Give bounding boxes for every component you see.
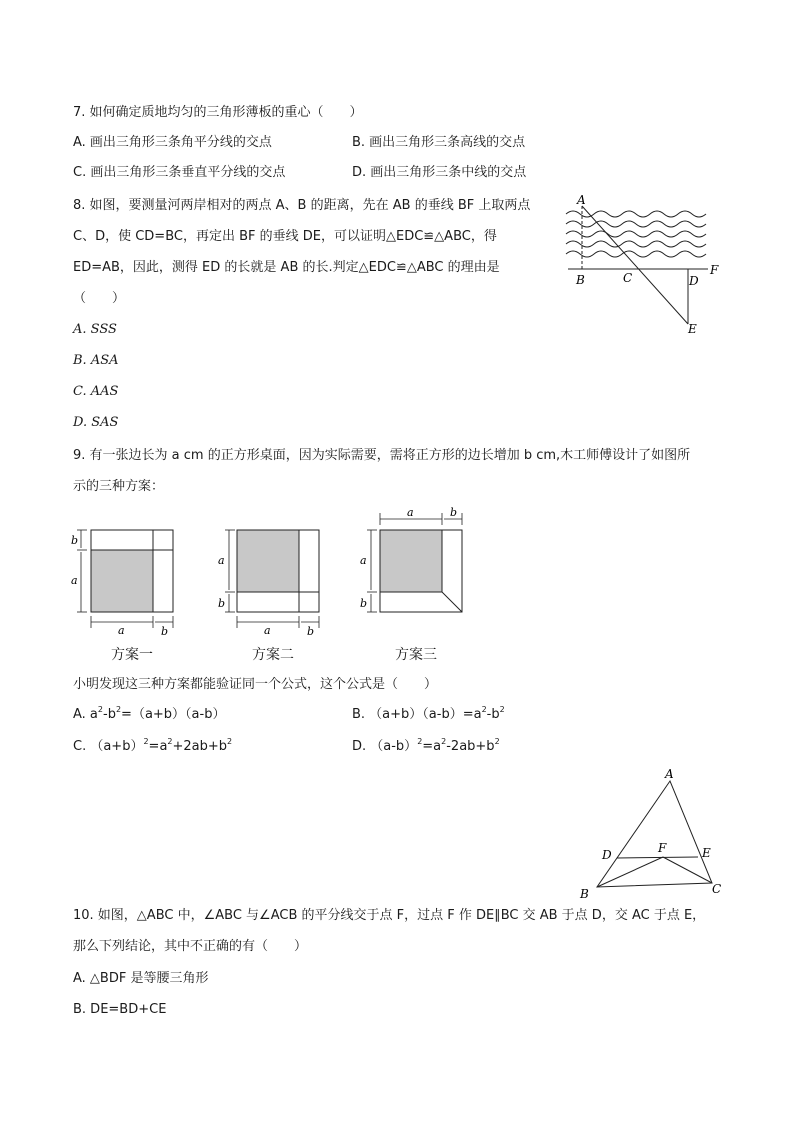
q7-option-c: C. 画出三角形三条垂直平分线的交点: [73, 165, 286, 180]
q10-label-e: E: [702, 846, 711, 860]
q9-question: 小明发现这三种方案都能验证同一个公式，这个公式是（ ）: [73, 677, 438, 692]
q8-option-b: B. ASA: [73, 353, 119, 368]
q8-stem-line1: 8. 如图，要测量河两岸相对的两点 A、B 的距离，先在 AB 的垂线 BF 上取两点: [73, 198, 531, 213]
q9-plan-three-figure: [355, 503, 475, 623]
q8-label-b: B: [576, 273, 585, 287]
q7-option-b: B. 画出三角形三条高线的交点: [352, 135, 526, 150]
q9-option-c: C. $(a+b)^2=a^2+2ab+b^2$: [73, 737, 233, 754]
q9-plan-two-figure: [210, 518, 330, 638]
q8-label-a: A: [577, 193, 586, 207]
q8-option-a: A. SSS: [73, 322, 117, 337]
q7-option-a: A. 画出三角形三条角平分线的交点: [73, 135, 272, 150]
q9-option-d: D. $(a-b)^2=a^2-2ab+b^2$: [352, 737, 500, 754]
q8-label-e: E: [688, 322, 697, 336]
q8-river-figure: [560, 192, 740, 342]
q8-stem-line3: ED=AB，因此，测得 ED 的长就是 AB 的长.判定△EDC≌△ABC 的理由是: [73, 260, 500, 275]
q10-label-b: B: [580, 887, 589, 901]
q9-option-a: A. $a^2-b^2=(a+b)(a-b)$: [73, 705, 226, 722]
q9-plan3-dim-a-top: a: [407, 506, 414, 519]
q10-stem-line1: 10. 如图，△ABC 中，∠ABC 与∠ACB 的平分线交于点 F，过点 F 作 DE∥BC 交 AB 于点 D，交 AC 于点 E，: [73, 908, 706, 923]
q10-stem-line2: 那么下列结论，其中不正确的有（ ）: [73, 939, 308, 954]
q9-plan1-dim-b-bottom: b: [161, 625, 169, 638]
q9-plan3-dim-a: a: [360, 554, 367, 567]
q8-label-f: F: [710, 263, 719, 277]
q10-label-d: D: [602, 848, 612, 862]
q8-stem-line4: （ ）: [73, 291, 126, 306]
q9-caption-plan2: 方案二: [252, 647, 294, 663]
q9-stem-line1: 9. 有一张边长为 a cm 的正方形桌面，因为实际需要，需将正方形的边长增加 b cm,木工师傅设计了如图所: [73, 448, 691, 463]
q9-plan2-dim-b-bottom: b: [307, 625, 315, 638]
q9-plan-one-figure: [63, 518, 183, 638]
q10-triangle-figure: [572, 762, 732, 902]
q9-caption-plan1: 方案一: [111, 647, 153, 663]
q7-option-d: D. 画出三角形三条中线的交点: [352, 165, 527, 180]
q10-option-b: B. DE=BD+CE: [73, 1002, 167, 1017]
q9-plan2-dim-a: a: [218, 554, 225, 567]
q9-plan2-dim-b: b: [218, 597, 226, 610]
q9-caption-plan3: 方案三: [395, 647, 437, 663]
q8-option-d: D. SAS: [73, 415, 119, 430]
q9-plan1-dim-a-bottom: a: [118, 624, 125, 637]
q10-label-c: C: [712, 882, 722, 896]
q10-option-a: A. △BDF 是等腰三角形: [73, 971, 209, 986]
q9-plan1-dim-b: b: [71, 534, 79, 547]
q8-option-c: C. AAS: [73, 384, 119, 399]
q10-label-f: F: [658, 841, 667, 855]
q10-label-a: A: [665, 767, 674, 781]
q9-plan3-dim-b-top: b: [450, 506, 458, 519]
q9-plan3-dim-b: b: [360, 597, 368, 610]
q9-option-b: B. $(a+b)(a-b)=a^2-b^2$: [352, 705, 505, 722]
q8-stem-line2: C、D，使 CD=BC，再定出 BF 的垂线 DE，可以证明△EDC≌△ABC，得: [73, 229, 497, 244]
q7-stem: 7. 如何确定质地均匀的三角形薄板的重心（ ）: [73, 105, 363, 120]
q9-stem-line2: 示的三种方案：: [73, 479, 165, 494]
q8-label-c: C: [623, 271, 633, 285]
q9-plan2-dim-a-bottom: a: [264, 624, 271, 637]
q8-label-d: D: [689, 274, 699, 288]
q9-plan1-dim-a: a: [71, 574, 78, 587]
